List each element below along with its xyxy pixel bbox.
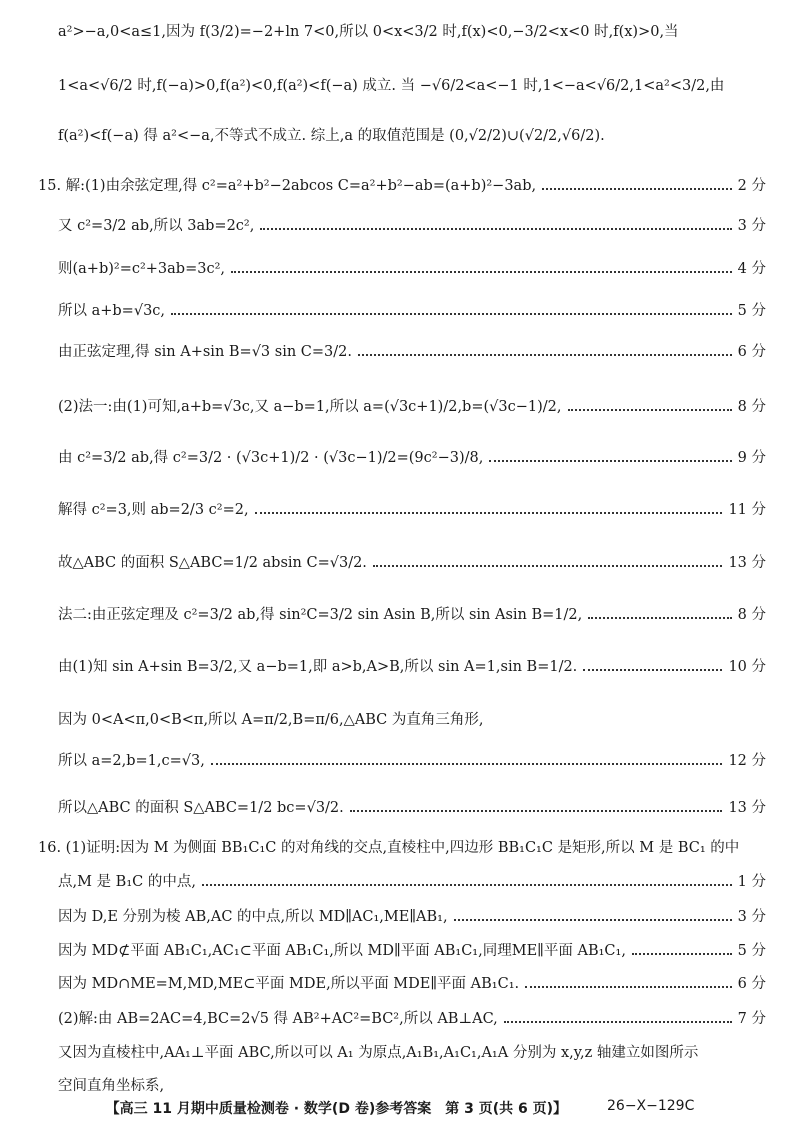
text-line xyxy=(58,551,766,572)
text-line xyxy=(58,498,766,519)
line-text: (2)法一:由(1)可知,a+b=√3c,又 a−b=1,所以 a=(√3c+1)/2,b=(√3c−1)/2, xyxy=(58,399,562,415)
text-line xyxy=(58,1041,766,1062)
text-line xyxy=(58,340,766,361)
line-text: 则(a+b)²=c²+3ab=3c², xyxy=(58,261,226,277)
line-text: 空间直角坐标系, xyxy=(58,1078,165,1094)
line-text: (2)解:由 AB=2AC=4,BC=2√5 得 AB²+AC²=BC²,所以 AB⊥AC, xyxy=(58,1011,498,1027)
text-line xyxy=(58,870,766,891)
dot-leader xyxy=(231,271,732,273)
line-text: 16. (1)证明:因为 M 为侧面 BB₁C₁C 的对角线的交点,直棱柱中,四边形 BB₁C₁C 是矩形,所以 M 是 BC₁ 的中 xyxy=(38,840,740,856)
line-text: 由正弦定理,得 sin A+sin B=√3 sin C=3/2. xyxy=(58,344,352,360)
score-label: 6 分 xyxy=(737,344,766,360)
dot-leader xyxy=(588,617,731,619)
dot-leader xyxy=(358,354,732,356)
dot-leader xyxy=(568,409,732,411)
footer-code: 26−X−129C xyxy=(607,1098,695,1114)
dot-leader xyxy=(583,669,722,671)
line-text: 因为 0<A<π,0<B<π,所以 A=π/2,B=π/6,△ABC 为直角三角形, xyxy=(58,712,484,728)
dot-leader xyxy=(202,884,732,886)
text-line xyxy=(58,257,766,278)
line-text: 所以△ABC 的面积 S△ABC=1/2 bc=√3/2. xyxy=(58,800,344,816)
score-label: 7 分 xyxy=(737,1011,766,1027)
line-text: 又因为直棱柱中,AA₁⊥平面 ABC,所以可以 A₁ 为原点,A₁B₁,A₁C₁,A₁A 分别为 x,y,z 轴建立如图所示 xyxy=(58,1045,699,1061)
dot-leader xyxy=(525,986,732,988)
text-line xyxy=(58,972,766,993)
line-text: 所以 a+b=√3c, xyxy=(58,303,166,319)
score-label: 5 分 xyxy=(737,303,766,319)
dot-leader xyxy=(211,763,723,765)
line-text: 法二:由正弦定理及 c²=3/2 ab,得 sin²C=3/2 sin Asin B,所以 sin Asin B=1/2, xyxy=(58,607,583,623)
score-label: 10 分 xyxy=(728,659,766,675)
dot-leader xyxy=(542,188,732,190)
line-text: 点,M 是 B₁C 的中点, xyxy=(58,874,196,890)
text-line xyxy=(58,74,766,95)
score-label: 3 分 xyxy=(737,218,766,234)
line-text: 解得 c²=3,则 ab=2/3 c²=2, xyxy=(58,502,249,518)
score-label: 8 分 xyxy=(737,399,766,415)
score-label: 5 分 xyxy=(737,943,766,959)
line-text: 因为 MD∩ME=M,MD,ME⊂平面 MDE,所以平面 MDE∥平面 AB₁C₁. xyxy=(58,976,520,992)
text-line xyxy=(58,603,766,624)
text-line xyxy=(38,174,766,195)
text-line xyxy=(58,214,766,235)
dot-leader xyxy=(171,313,732,315)
line-text: 故△ABC 的面积 S△ABC=1/2 absin C=√3/2. xyxy=(58,555,367,571)
score-label: 13 分 xyxy=(728,800,766,816)
score-label: 2 分 xyxy=(737,178,766,194)
text-line xyxy=(58,905,766,926)
line-text: 15. 解:(1)由余弦定理,得 c²=a²+b²−2abcos C=a²+b²−ab=(a+b)²−3ab, xyxy=(38,178,537,194)
score-label: 8 分 xyxy=(737,607,766,623)
score-label: 1 分 xyxy=(737,874,766,890)
text-line xyxy=(38,836,766,857)
line-text: a²>−a,0<a≤1,因为 f(3/2)=−2+ln 7<0,所以 0<x<3/2 时,f(x)<0,−3/2<x<0 时,f(x)>0,当 xyxy=(58,24,679,40)
text-line xyxy=(58,708,766,729)
line-text: 因为 D,E 分别为棱 AB,AC 的中点,所以 MD∥AC₁,ME∥AB₁, xyxy=(58,909,448,925)
line-text: f(a²)<f(−a) 得 a²<−a,不等式不成立. 综上,a 的取值范围是 (0,√2/2)∪(√2/2,√6/2). xyxy=(58,128,605,144)
text-line xyxy=(58,395,766,416)
dot-leader xyxy=(255,512,723,514)
text-line xyxy=(58,124,766,145)
text-line xyxy=(58,446,766,467)
footer-title: 【高三 11 月期中质量检测卷 · 数学(D 卷)参考答案 第 3 页(共 6 页)】 xyxy=(105,1101,567,1117)
dot-leader xyxy=(260,228,731,230)
text-line xyxy=(58,939,766,960)
text-line xyxy=(58,20,766,41)
dot-leader xyxy=(489,460,731,462)
dot-leader xyxy=(632,953,732,955)
text-line xyxy=(58,1074,766,1095)
score-label: 6 分 xyxy=(737,976,766,992)
page-footer xyxy=(0,1098,800,1118)
dot-leader xyxy=(454,919,732,921)
dot-leader xyxy=(350,810,723,812)
line-text: 因为 MD⊄平面 AB₁C₁,AC₁⊂平面 AB₁C₁,所以 MD∥平面 AB₁C₁,同理ME∥平面 AB₁C₁, xyxy=(58,943,626,959)
line-text: 又 c²=3/2 ab,所以 3ab=2c², xyxy=(58,218,255,234)
score-label: 12 分 xyxy=(728,753,766,769)
score-label: 9 分 xyxy=(737,450,766,466)
line-text: 由(1)知 sin A+sin B=3/2,又 a−b=1,即 a>b,A>B,所以 sin A=1,sin B=1/2. xyxy=(58,659,578,675)
text-line xyxy=(58,655,766,676)
line-text: 1<a<√6/2 时,f(−a)>0,f(a²)<0,f(a²)<f(−a) 成立. 当 −√6/2<a<−1 时,1<−a<√6/2,1<a²<3/2,由 xyxy=(58,78,725,94)
text-line xyxy=(58,749,766,770)
dot-leader xyxy=(373,565,723,567)
score-label: 13 分 xyxy=(728,555,766,571)
dot-leader xyxy=(504,1021,732,1023)
text-line xyxy=(58,1007,766,1028)
text-line xyxy=(58,796,766,817)
line-text: 所以 a=2,b=1,c=√3, xyxy=(58,753,205,769)
score-label: 4 分 xyxy=(737,261,766,277)
score-label: 3 分 xyxy=(737,909,766,925)
line-text: 由 c²=3/2 ab,得 c²=3/2 · (√3c+1)/2 · (√3c−1)/2=(9c²−3)/8, xyxy=(58,450,484,466)
text-line xyxy=(58,299,766,320)
score-label: 11 分 xyxy=(728,502,766,518)
